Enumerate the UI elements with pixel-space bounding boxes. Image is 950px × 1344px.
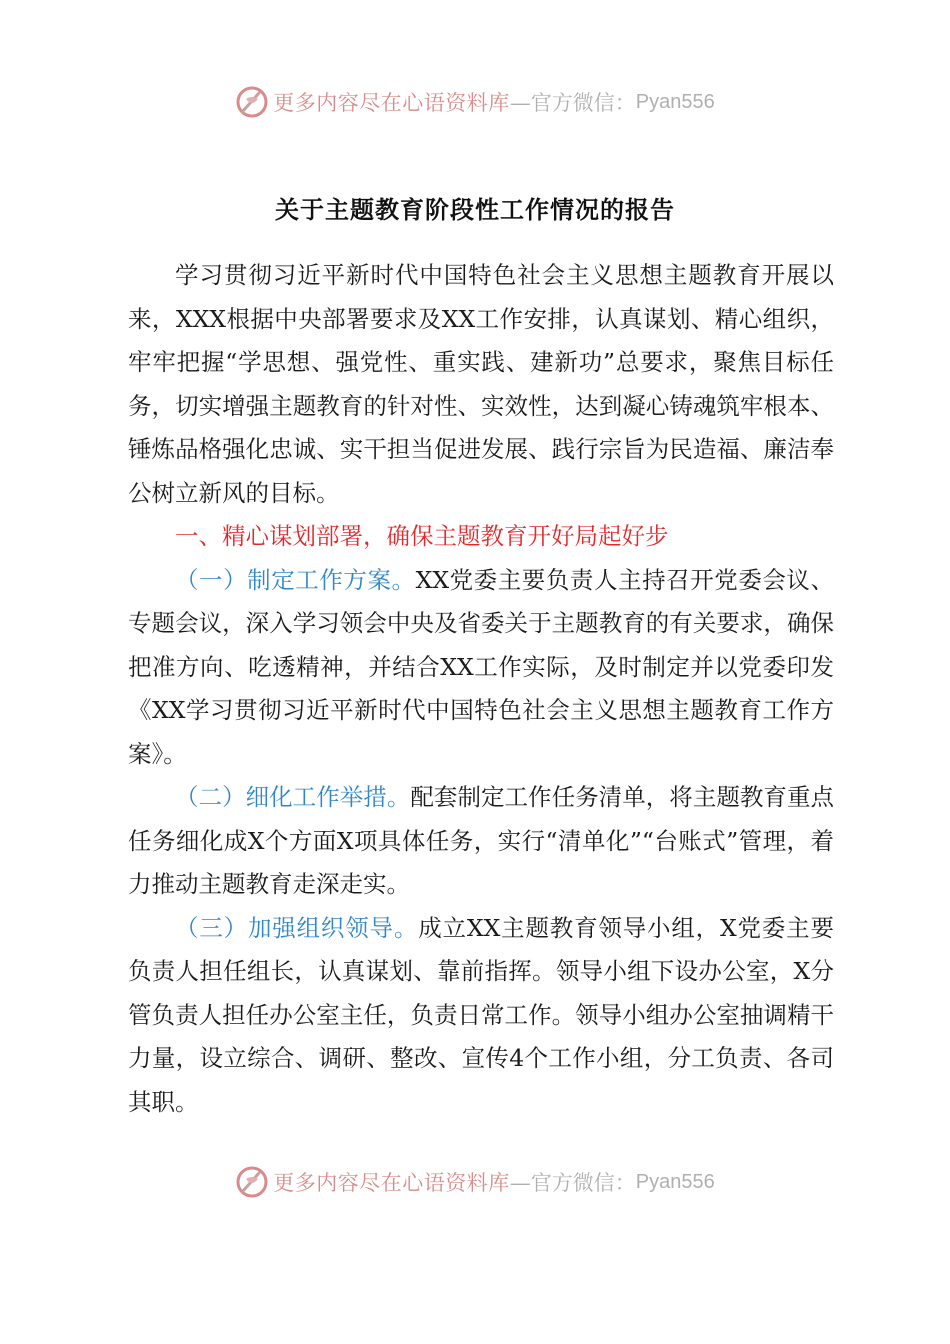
- section-1-heading: 一、精心谋划部署，确保主题教育开好局起好步: [175, 522, 669, 550]
- item-1-label: （一）制定工作方案。: [175, 565, 416, 594]
- item-2-label: （二）细化工作举措。: [175, 783, 411, 811]
- item-1-text: XX党委主要负责人主持召开党委会议、专题会议，深入学习领会中央及省委关于主题教育的有关要求，确保把准方向、吃透精神，并结合XX工作实际，及时制定并以党委印发《XX学习贯彻习近平新时代中国特色社会主义思想主题教育工作方案》。: [128, 565, 834, 768]
- item-3-label: （三）加强组织领导。: [175, 913, 419, 942]
- watermark-tail-text: —官方微信：: [509, 1171, 636, 1195]
- watermark-banner-top: [0, 82, 950, 122]
- item-2-text: 配套制定工作任务清单，将主题教育重点任务细化成X个方面X项具体任务，实行“清单化”“台账式”管理，着力推动主题教育走深走实。: [128, 783, 835, 898]
- intro-paragraph: 学习贯彻习近平新时代中国特色社会主义思想主题教育开展以来，XXX根据中央部署要求及XX工作安排，认真谋划、精心组织，牢牢把握“学思想、强党性、重实践、建新功”总要求，聚焦目标任务，切实增强主题教育的针对性、实效性，达到凝心铸魂筑牢根本、锤炼品格强化忠诚、实干担当促进发展、践行宗旨为民造福、廉洁奉公树立新风的目标。: [128, 261, 834, 507]
- document-title: 关于主题教育阶段性工作情况的报告: [275, 195, 675, 224]
- document-body: [128, 254, 834, 1124]
- section-1-item-3: [128, 907, 834, 1125]
- watermark-banner-bottom: [0, 1162, 950, 1202]
- watermark-wechat-id: Pyan556: [635, 90, 715, 113]
- brand-logo-icon: [235, 1165, 269, 1199]
- watermark-wechat-id: Pyan556: [635, 1170, 715, 1193]
- watermark-lead-text: 更多内容尽在心语资料库: [273, 1171, 510, 1195]
- item-3-text: 成立XX主题教育领导小组，X党委主要负责人担任组长，认真谋划、靠前指挥。领导小组下设办公室，X分管负责人担任办公室主任，负责日常工作。领导小组办公室抽调精干力量，设立综合、调研、整改、宣传4个工作小组，分工负责、各司其职。: [128, 913, 834, 1116]
- brand-logo-icon: [235, 85, 269, 119]
- section-1-item-1: [128, 559, 834, 777]
- section-1-item-2: [128, 776, 834, 907]
- watermark-lead-text: 更多内容尽在心语资料库: [273, 91, 510, 115]
- watermark-tail-text: —官方微信：: [509, 91, 636, 115]
